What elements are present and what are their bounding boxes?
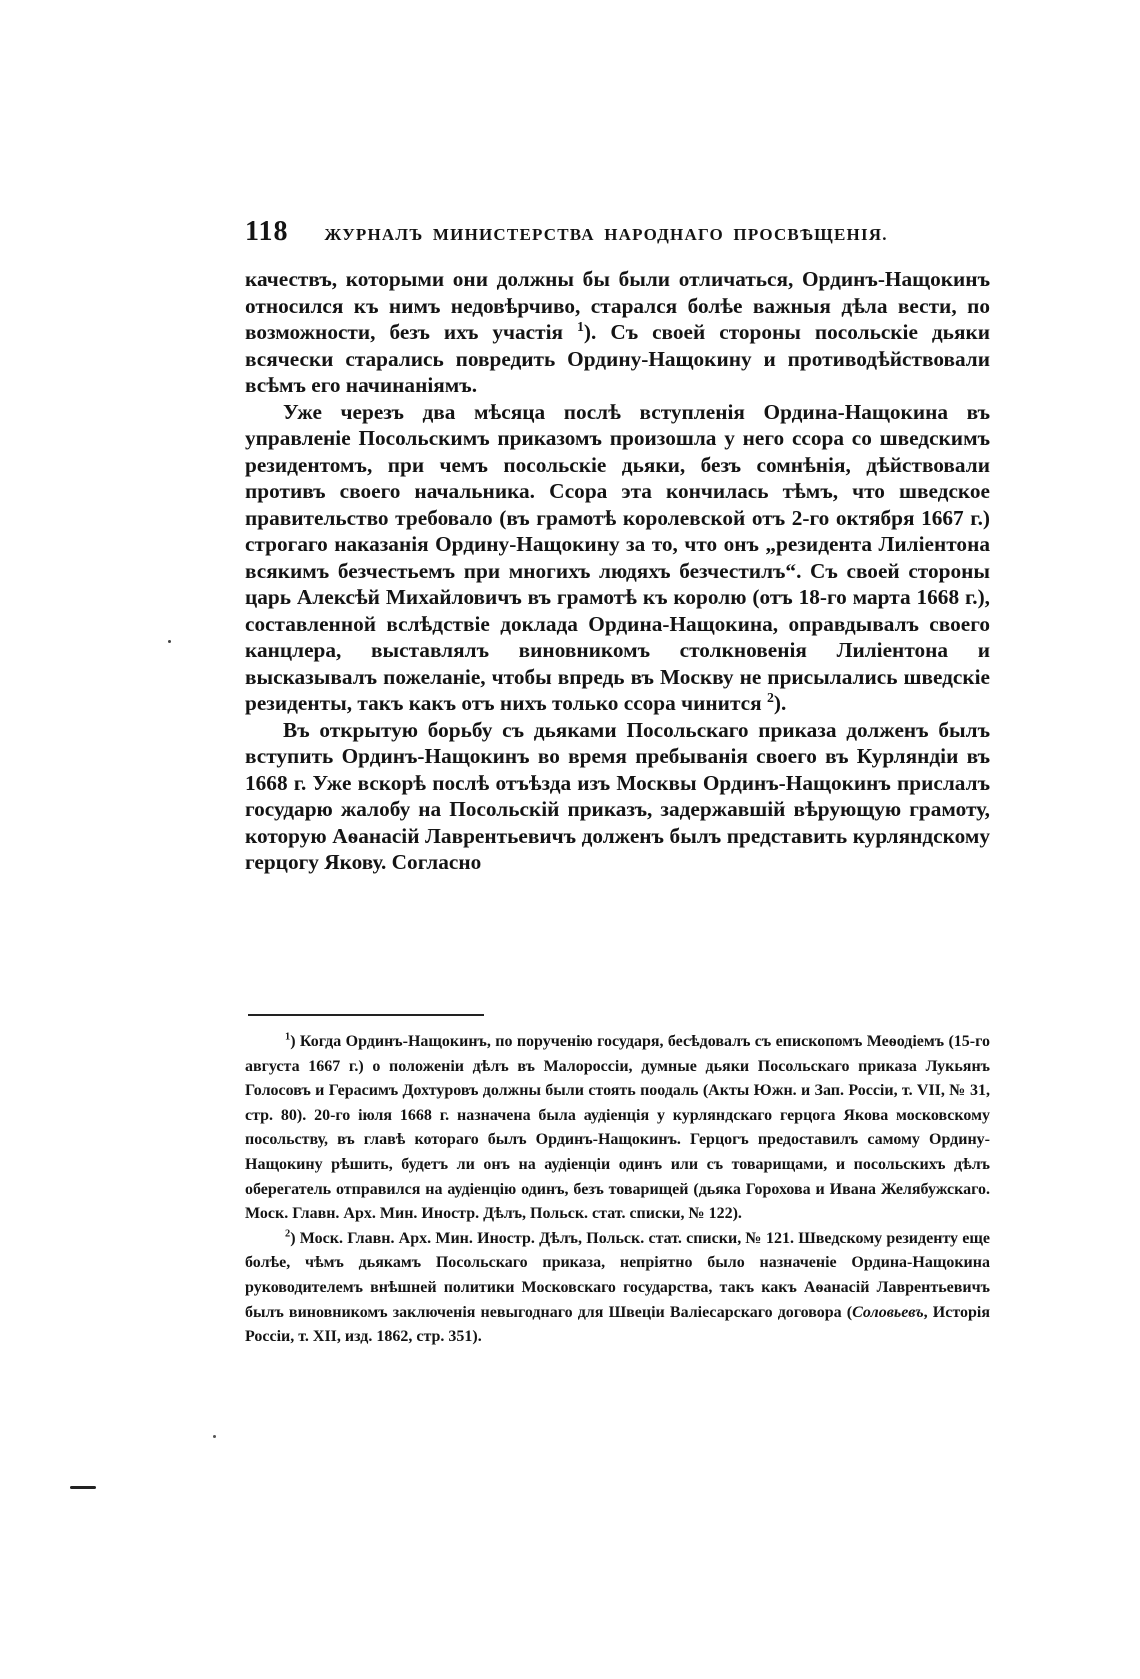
page-header: [245, 216, 985, 248]
footnotes: [245, 1030, 990, 1350]
footnote-2: $^2$) Моск. Главн. Арх. Мин. Иностр. Дѣлъ, Польск. стат. списки, № 121. Шведскому резиденту еще болѣе, чѣмъ дьякамъ Посольскаго приказа, непріятно было назначеніе Ордина-Нащокина руководителемъ внѣшней политики Московскаго государства, такъ какъ Аѳанасій Лаврентьевичъ былъ виновникомъ заключенія невыгоднаго для Швеціи Валіесарскаго договора (Соловьевъ, Исторія Россіи, т. XII, изд. 1862, стр. 351).: [245, 1228, 991, 1346]
scan-speck: [213, 1435, 216, 1438]
author-citation: Соловьевъ: [852, 1303, 924, 1321]
footnote-mark: 2: [285, 1228, 291, 1240]
scan-speck: [168, 640, 171, 643]
page-number: 118: [245, 216, 289, 247]
main-text: [245, 266, 990, 876]
paragraph: качествъ, которыми они должны бы были отличаться, Ординъ-Нащокинъ относился къ нимъ недовѣрчиво, старался болѣе важныя дѣла вести, по возможности, безъ ихъ участія $^1$). Съ своей стороны посольскіе дьяки всячески старались повредить Ордину-Нащокину и противодѣйствовали всѣмъ его начинаніямъ.: [245, 267, 991, 397]
footnote-divider: [248, 1014, 484, 1016]
paragraph: Уже черезъ два мѣсяца послѣ вступленія Ордина-Нащокина въ управленіе Посольскимъ приказомъ произошла у него ссора со шведскимъ резидентомъ, при чемъ посольскіе дьяки, безъ сомнѣнія, дѣйствовали противъ своего начальника. Ссора эта кончилась тѣмъ, что шведское правительство требовало (въ грамотѣ королевской отъ 2-го октября 1667 г.) строгаго наказанія Ордину-Нащокину за то, что онъ „резидента Лиліентона всякимъ безчестьемъ при многихъ людяхъ безчестилъ“. Съ своей стороны царь Алексѣй Михайловичъ въ грамотѣ къ королю (отъ 18-го марта 1668 г.), составленной вслѣдствіе доклада Ордина-Нащокина, оправдывалъ своего канцлера, выставлялъ виновникомъ столкновенія Лиліентона и высказывалъ пожеланіе, чтобы впредь въ Москву не присылались шведскіе резиденты, такъ какъ отъ нихъ только ссора чинится $^2$).: [245, 399, 990, 715]
footnote-mark: 1: [285, 1031, 291, 1043]
scan-mark: [70, 1486, 96, 1489]
running-title: ЖУРНАЛЪ МИНИСТЕРСТВА НАРОДНАГО ПРОСВѢЩЕНІЯ.: [324, 225, 888, 244]
footnote-ref: 1: [577, 318, 584, 334]
footnote-1: $^1$) Когда Ординъ-Нащокинъ, по порученію государя, бесѣдовалъ съ епископомъ Меѳодіемъ (15-го августа 1667 г.) о положеніи дѣлъ въ Малороссіи, думные дьяки Посольскаго приказа Лукьянъ Голосовъ и Герасимъ Дохтуровъ должны были стоять поодаль (Акты Южн. и Зап. Россіи, т. VII, № 31, стр. 80). 20-го іюля 1668 г. назначена была аудіенція у курляндскаго герцога Якова московскому посольству, въ главѣ котораго былъ Ординъ-Нащокинъ. Герцогъ предоставилъ самому Ордину-Нащокину рѣшить, будетъ ли онъ на аудіенціи одинъ или съ товарищами, и посольскихъ дѣлъ оберегатель отправился на аудіенцію одинъ, безъ товарищей (дьяка Горохова и Ивана Желябужскаго. Моск. Главн. Арх. Мин. Иностр. Дѣлъ, Польск. стат. списки, № 122).: [245, 1031, 990, 1223]
paragraph: Въ открытую борьбу съ дьяками Посольскаго приказа долженъ былъ вступить Ординъ-Нащокинъ во время пребыванія своего въ Курляндіи въ 1668 г. Уже вскорѣ послѣ отъѣзда изъ Москвы Ординъ-Нащокинъ прислалъ государю жалобу на Посольскій приказъ, задержавшій вѣрующую грамоту, которую Аѳанасій Лаврентьевичъ долженъ былъ представить курляндскому герцогу Якову. Согласно: [245, 717, 990, 874]
footnote-ref: 2: [766, 689, 774, 705]
